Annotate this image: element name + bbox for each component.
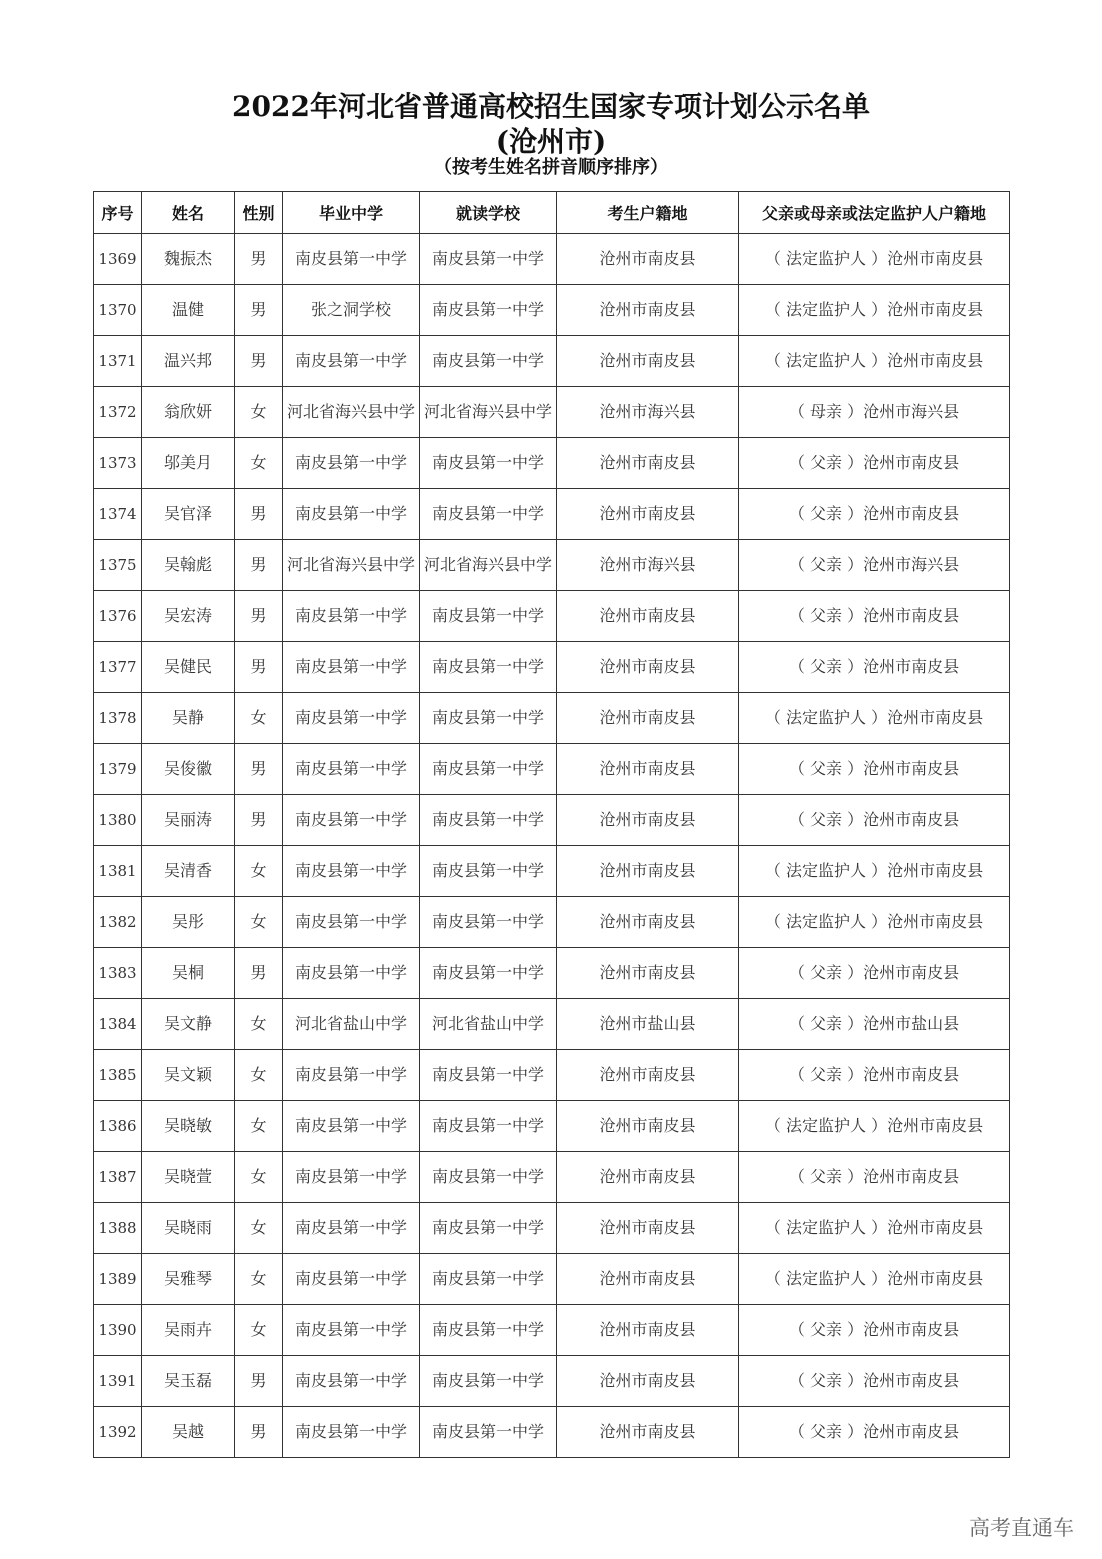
cell-guardian-registration: （ 法定监护人 ）沧州市南皮县 xyxy=(739,1254,1010,1305)
cell-gender: 男 xyxy=(235,540,283,591)
cell-name: 温兴邦 xyxy=(142,336,235,387)
cell-gender: 男 xyxy=(235,234,283,285)
cell-current-school: 南皮县第一中学 xyxy=(420,642,557,693)
cell-graduation-school: 南皮县第一中学 xyxy=(283,744,420,795)
cell-gender: 男 xyxy=(235,336,283,387)
cell-graduation-school: 南皮县第一中学 xyxy=(283,1356,420,1407)
cell-guardian-registration: （ 法定监护人 ）沧州市南皮县 xyxy=(739,1203,1010,1254)
cell-current-school: 南皮县第一中学 xyxy=(420,795,557,846)
cell-name: 吴雨卉 xyxy=(142,1305,235,1356)
cell-graduation-school: 南皮县第一中学 xyxy=(283,591,420,642)
table-header-row xyxy=(94,192,1010,234)
cell-graduation-school: 河北省海兴县中学 xyxy=(283,387,420,438)
column-header: 性别 xyxy=(235,192,283,234)
cell-guardian-registration: （ 法定监护人 ）沧州市南皮县 xyxy=(739,234,1010,285)
cell-name: 吴静 xyxy=(142,693,235,744)
cell-current-school: 南皮县第一中学 xyxy=(420,1356,557,1407)
cell-name: 吴文颖 xyxy=(142,1050,235,1101)
cell-name: 温健 xyxy=(142,285,235,336)
cell-index: 1371 xyxy=(94,336,142,387)
column-header: 父亲或母亲或法定监护人户籍地 xyxy=(739,192,1010,234)
cell-household-registration: 沧州市南皮县 xyxy=(557,1407,739,1458)
table-row xyxy=(94,591,1010,642)
cell-household-registration: 沧州市南皮县 xyxy=(557,693,739,744)
cell-graduation-school: 南皮县第一中学 xyxy=(283,1305,420,1356)
cell-graduation-school: 张之洞学校 xyxy=(283,285,420,336)
table-row xyxy=(94,744,1010,795)
cell-household-registration: 沧州市南皮县 xyxy=(557,1305,739,1356)
cell-graduation-school: 南皮县第一中学 xyxy=(283,1254,420,1305)
cell-household-registration: 沧州市南皮县 xyxy=(557,795,739,846)
cell-gender: 男 xyxy=(235,489,283,540)
cell-graduation-school: 河北省盐山中学 xyxy=(283,999,420,1050)
cell-name: 吴雅琴 xyxy=(142,1254,235,1305)
cell-graduation-school: 南皮县第一中学 xyxy=(283,336,420,387)
table-row xyxy=(94,489,1010,540)
cell-name: 吴文静 xyxy=(142,999,235,1050)
cell-current-school: 南皮县第一中学 xyxy=(420,1152,557,1203)
page-title: 2022年河北省普通高校招生国家专项计划公示名单 xyxy=(232,90,870,123)
cell-index: 1391 xyxy=(94,1356,142,1407)
column-header: 序号 xyxy=(94,192,142,234)
cell-gender: 男 xyxy=(235,1407,283,1458)
cell-household-registration: 沧州市南皮县 xyxy=(557,1050,739,1101)
cell-index: 1387 xyxy=(94,1152,142,1203)
cell-current-school: 南皮县第一中学 xyxy=(420,1101,557,1152)
cell-graduation-school: 南皮县第一中学 xyxy=(283,1101,420,1152)
cell-household-registration: 沧州市海兴县 xyxy=(557,540,739,591)
cell-current-school: 南皮县第一中学 xyxy=(420,336,557,387)
cell-current-school: 南皮县第一中学 xyxy=(420,1407,557,1458)
cell-guardian-registration: （ 法定监护人 ）沧州市南皮县 xyxy=(739,1101,1010,1152)
cell-household-registration: 沧州市南皮县 xyxy=(557,1152,739,1203)
table-row xyxy=(94,387,1010,438)
cell-household-registration: 沧州市南皮县 xyxy=(557,591,739,642)
table-row xyxy=(94,642,1010,693)
cell-graduation-school: 南皮县第一中学 xyxy=(283,795,420,846)
cell-index: 1376 xyxy=(94,591,142,642)
cell-gender: 女 xyxy=(235,1254,283,1305)
cell-guardian-registration: （ 父亲 ）沧州市南皮县 xyxy=(739,795,1010,846)
cell-name: 吴俊徽 xyxy=(142,744,235,795)
cell-current-school: 河北省海兴县中学 xyxy=(420,540,557,591)
cell-guardian-registration: （ 父亲 ）沧州市南皮县 xyxy=(739,948,1010,999)
cell-guardian-registration: （ 法定监护人 ）沧州市南皮县 xyxy=(739,846,1010,897)
cell-household-registration: 沧州市南皮县 xyxy=(557,1101,739,1152)
cell-gender: 女 xyxy=(235,1101,283,1152)
cell-index: 1390 xyxy=(94,1305,142,1356)
cell-current-school: 南皮县第一中学 xyxy=(420,693,557,744)
cell-gender: 女 xyxy=(235,897,283,948)
cell-index: 1382 xyxy=(94,897,142,948)
cell-index: 1386 xyxy=(94,1101,142,1152)
cell-guardian-registration: （ 父亲 ）沧州市南皮县 xyxy=(739,1305,1010,1356)
table-row xyxy=(94,948,1010,999)
cell-index: 1392 xyxy=(94,1407,142,1458)
cell-graduation-school: 南皮县第一中学 xyxy=(283,642,420,693)
watermark: 高考直通车 xyxy=(969,1516,1074,1540)
cell-guardian-registration: （ 父亲 ）沧州市南皮县 xyxy=(739,642,1010,693)
cell-index: 1381 xyxy=(94,846,142,897)
table-row xyxy=(94,234,1010,285)
cell-gender: 女 xyxy=(235,846,283,897)
cell-current-school: 南皮县第一中学 xyxy=(420,285,557,336)
cell-index: 1380 xyxy=(94,795,142,846)
table-row xyxy=(94,1305,1010,1356)
cell-index: 1377 xyxy=(94,642,142,693)
cell-current-school: 南皮县第一中学 xyxy=(420,489,557,540)
cell-current-school: 南皮县第一中学 xyxy=(420,1254,557,1305)
cell-gender: 男 xyxy=(235,1356,283,1407)
cell-guardian-registration: （ 法定监护人 ）沧州市南皮县 xyxy=(739,693,1010,744)
table-row xyxy=(94,1101,1010,1152)
cell-household-registration: 沧州市南皮县 xyxy=(557,438,739,489)
cell-current-school: 南皮县第一中学 xyxy=(420,591,557,642)
cell-household-registration: 沧州市南皮县 xyxy=(557,234,739,285)
page-subtitle: (沧州市) xyxy=(495,125,607,158)
cell-household-registration: 沧州市南皮县 xyxy=(557,1356,739,1407)
cell-index: 1373 xyxy=(94,438,142,489)
cell-household-registration: 沧州市盐山县 xyxy=(557,999,739,1050)
cell-graduation-school: 南皮县第一中学 xyxy=(283,234,420,285)
cell-household-registration: 沧州市南皮县 xyxy=(557,897,739,948)
cell-guardian-registration: （ 法定监护人 ）沧州市南皮县 xyxy=(739,897,1010,948)
table-row xyxy=(94,438,1010,489)
cell-graduation-school: 南皮县第一中学 xyxy=(283,1203,420,1254)
cell-name: 魏振杰 xyxy=(142,234,235,285)
cell-current-school: 南皮县第一中学 xyxy=(420,1050,557,1101)
cell-household-registration: 沧州市南皮县 xyxy=(557,489,739,540)
table-row xyxy=(94,897,1010,948)
table-row xyxy=(94,285,1010,336)
cell-household-registration: 沧州市南皮县 xyxy=(557,336,739,387)
cell-graduation-school: 南皮县第一中学 xyxy=(283,438,420,489)
cell-name: 吴桐 xyxy=(142,948,235,999)
cell-gender: 女 xyxy=(235,438,283,489)
roster-table xyxy=(93,191,1010,1458)
cell-name: 吴健民 xyxy=(142,642,235,693)
cell-index: 1389 xyxy=(94,1254,142,1305)
table-row xyxy=(94,999,1010,1050)
cell-name: 吴官泽 xyxy=(142,489,235,540)
cell-name: 吴晓雨 xyxy=(142,1203,235,1254)
table-row xyxy=(94,1152,1010,1203)
cell-name: 吴宏涛 xyxy=(142,591,235,642)
sort-note: （按考生姓名拼音顺序排序） xyxy=(434,157,668,178)
table-row xyxy=(94,846,1010,897)
cell-graduation-school: 南皮县第一中学 xyxy=(283,846,420,897)
cell-name: 吴玉磊 xyxy=(142,1356,235,1407)
cell-household-registration: 沧州市南皮县 xyxy=(557,948,739,999)
table-row xyxy=(94,1407,1010,1458)
cell-guardian-registration: （ 父亲 ）沧州市南皮县 xyxy=(739,591,1010,642)
cell-gender: 女 xyxy=(235,1203,283,1254)
cell-household-registration: 沧州市海兴县 xyxy=(557,387,739,438)
cell-name: 吴彤 xyxy=(142,897,235,948)
cell-graduation-school: 南皮县第一中学 xyxy=(283,489,420,540)
cell-household-registration: 沧州市南皮县 xyxy=(557,642,739,693)
cell-name: 吴丽涛 xyxy=(142,795,235,846)
cell-graduation-school: 南皮县第一中学 xyxy=(283,1050,420,1101)
cell-name: 邬美月 xyxy=(142,438,235,489)
cell-name: 吴晓敏 xyxy=(142,1101,235,1152)
cell-gender: 男 xyxy=(235,948,283,999)
cell-graduation-school: 南皮县第一中学 xyxy=(283,897,420,948)
cell-guardian-registration: （ 母亲 ）沧州市海兴县 xyxy=(739,387,1010,438)
cell-household-registration: 沧州市南皮县 xyxy=(557,1203,739,1254)
cell-guardian-registration: （ 法定监护人 ）沧州市南皮县 xyxy=(739,336,1010,387)
cell-graduation-school: 南皮县第一中学 xyxy=(283,948,420,999)
cell-gender: 女 xyxy=(235,999,283,1050)
table-row xyxy=(94,795,1010,846)
cell-gender: 女 xyxy=(235,387,283,438)
cell-graduation-school: 南皮县第一中学 xyxy=(283,1407,420,1458)
cell-gender: 男 xyxy=(235,795,283,846)
cell-name: 翁欣妍 xyxy=(142,387,235,438)
column-header: 考生户籍地 xyxy=(557,192,739,234)
table-row xyxy=(94,693,1010,744)
cell-index: 1384 xyxy=(94,999,142,1050)
cell-guardian-registration: （ 父亲 ）沧州市南皮县 xyxy=(739,1152,1010,1203)
cell-guardian-registration: （ 父亲 ）沧州市南皮县 xyxy=(739,744,1010,795)
cell-household-registration: 沧州市南皮县 xyxy=(557,1254,739,1305)
cell-current-school: 南皮县第一中学 xyxy=(420,1305,557,1356)
cell-index: 1372 xyxy=(94,387,142,438)
table-row xyxy=(94,540,1010,591)
cell-index: 1385 xyxy=(94,1050,142,1101)
cell-current-school: 南皮县第一中学 xyxy=(420,234,557,285)
cell-household-registration: 沧州市南皮县 xyxy=(557,285,739,336)
cell-index: 1379 xyxy=(94,744,142,795)
cell-guardian-registration: （ 父亲 ）沧州市南皮县 xyxy=(739,1356,1010,1407)
cell-current-school: 河北省海兴县中学 xyxy=(420,387,557,438)
cell-current-school: 南皮县第一中学 xyxy=(420,1203,557,1254)
cell-guardian-registration: （ 法定监护人 ）沧州市南皮县 xyxy=(739,285,1010,336)
cell-name: 吴晓萱 xyxy=(142,1152,235,1203)
cell-guardian-registration: （ 父亲 ）沧州市盐山县 xyxy=(739,999,1010,1050)
cell-household-registration: 沧州市南皮县 xyxy=(557,846,739,897)
cell-name: 吴清香 xyxy=(142,846,235,897)
cell-current-school: 南皮县第一中学 xyxy=(420,897,557,948)
table-body xyxy=(94,234,1010,1458)
cell-graduation-school: 河北省海兴县中学 xyxy=(283,540,420,591)
column-header: 就读学校 xyxy=(420,192,557,234)
column-header: 毕业中学 xyxy=(283,192,420,234)
cell-current-school: 南皮县第一中学 xyxy=(420,948,557,999)
cell-guardian-registration: （ 父亲 ）沧州市南皮县 xyxy=(739,438,1010,489)
cell-index: 1370 xyxy=(94,285,142,336)
cell-current-school: 南皮县第一中学 xyxy=(420,438,557,489)
cell-index: 1388 xyxy=(94,1203,142,1254)
table-row xyxy=(94,1254,1010,1305)
cell-graduation-school: 南皮县第一中学 xyxy=(283,693,420,744)
cell-gender: 男 xyxy=(235,642,283,693)
cell-current-school: 河北省盐山中学 xyxy=(420,999,557,1050)
cell-guardian-registration: （ 父亲 ）沧州市海兴县 xyxy=(739,540,1010,591)
cell-index: 1378 xyxy=(94,693,142,744)
table-row xyxy=(94,1050,1010,1101)
cell-graduation-school: 南皮县第一中学 xyxy=(283,1152,420,1203)
cell-gender: 女 xyxy=(235,693,283,744)
cell-gender: 女 xyxy=(235,1305,283,1356)
cell-guardian-registration: （ 父亲 ）沧州市南皮县 xyxy=(739,1407,1010,1458)
cell-index: 1374 xyxy=(94,489,142,540)
cell-name: 吴翰彪 xyxy=(142,540,235,591)
cell-guardian-registration: （ 父亲 ）沧州市南皮县 xyxy=(739,489,1010,540)
cell-household-registration: 沧州市南皮县 xyxy=(557,744,739,795)
column-header: 姓名 xyxy=(142,192,235,234)
cell-current-school: 南皮县第一中学 xyxy=(420,846,557,897)
cell-gender: 男 xyxy=(235,744,283,795)
cell-current-school: 南皮县第一中学 xyxy=(420,744,557,795)
cell-name: 吴越 xyxy=(142,1407,235,1458)
cell-gender: 女 xyxy=(235,1050,283,1101)
cell-gender: 女 xyxy=(235,1152,283,1203)
cell-index: 1383 xyxy=(94,948,142,999)
table-row xyxy=(94,336,1010,387)
table-row xyxy=(94,1203,1010,1254)
cell-gender: 男 xyxy=(235,591,283,642)
cell-guardian-registration: （ 父亲 ）沧州市南皮县 xyxy=(739,1050,1010,1101)
table-row xyxy=(94,1356,1010,1407)
cell-index: 1369 xyxy=(94,234,142,285)
cell-index: 1375 xyxy=(94,540,142,591)
cell-gender: 男 xyxy=(235,285,283,336)
